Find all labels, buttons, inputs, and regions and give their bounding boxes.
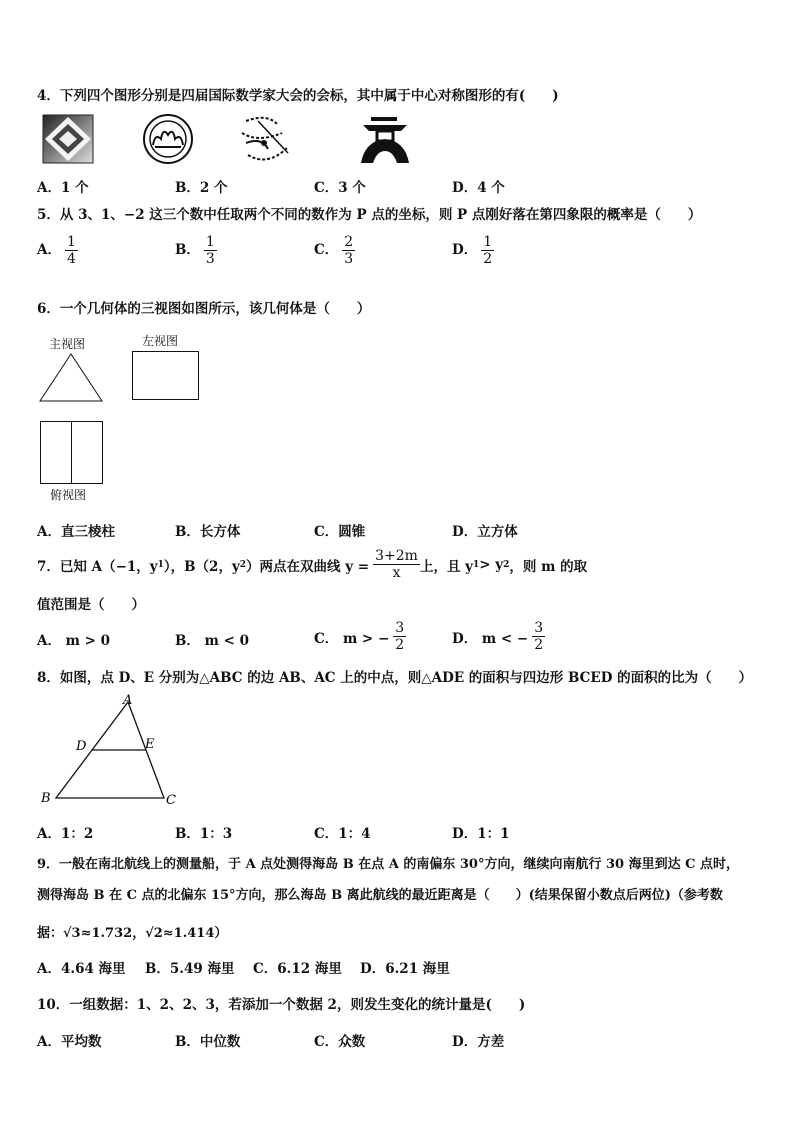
q9-option-d[interactable]: D．6.21 海里 (360, 961, 450, 977)
q10-option-b[interactable]: B．中位数 (175, 1034, 241, 1050)
q5-text: 5．从 3、1、−2 这三个数中任取两个不同的数作为 P 点的坐标，则 P 点刚好落在第四象限的概率是（ ） (37, 207, 702, 223)
q4-option-d[interactable]: D．4 个 (452, 180, 505, 196)
logo-4-icon (357, 115, 413, 165)
q4-option-c[interactable]: C．3 个 (314, 180, 366, 196)
q9-text-line1: 9．一般在南北航线上的测量船，于 A 点处测得海岛 B 在点 A 的南偏东 30°方向，继续向南航行 30 海里到达 C 点时， (37, 857, 740, 872)
logo-3-icon (238, 113, 294, 167)
left-view-label: 左视图 (142, 334, 179, 348)
q10-option-a[interactable]: A．平均数 (37, 1034, 102, 1050)
front-view-label: 主视图 (49, 337, 86, 351)
q5-option-a[interactable]: A． $\frac{1}{4}$ (37, 234, 76, 267)
triangle-abc-figure (38, 690, 188, 812)
label-c: C (166, 793, 176, 808)
front-view-triangle (38, 352, 104, 404)
q10-option-d[interactable]: D．方差 (452, 1034, 505, 1050)
q4-text: 4．下列四个图形分别是四届国际数学家大会的会标，其中属于中心对称图形的有( ) (37, 88, 559, 104)
q8-text: 8．如图，点 D、E 分别为△ABC 的边 AB、AC 上的中点，则△ADE 的面积与四边形 BCED 的面积的比为（ ） (37, 670, 753, 686)
q8-option-a[interactable]: A．1：2 (37, 826, 94, 842)
q8-option-d[interactable]: D．1：1 (452, 826, 510, 842)
q9-option-c[interactable]: C．6.12 海里 (253, 961, 342, 977)
label-d: D (76, 739, 87, 754)
q10-text: 10．一组数据：1、2、2、3，若添加一个数据 2，则发生变化的统计量是( ) (37, 997, 526, 1013)
left-view-rectangle (131, 350, 201, 402)
q7-text-line2: 值范围是（ ） (37, 597, 145, 613)
q4-option-b[interactable]: B．2 个 (175, 180, 228, 196)
q7-option-c[interactable]: C． m > − $\frac{3}{2}$ (314, 620, 405, 653)
q9-option-b[interactable]: B．5.49 海里 (145, 961, 235, 977)
q8-option-b[interactable]: B．1：3 (175, 826, 233, 842)
q5-option-d[interactable]: D． $\frac{1}{2}$ (452, 234, 493, 267)
q10-option-c[interactable]: C．众数 (314, 1034, 366, 1050)
q6-option-a[interactable]: A．直三棱柱 (37, 524, 115, 540)
q6-option-d[interactable]: D．立方体 (452, 524, 518, 540)
q5-option-b[interactable]: B． $\frac{1}{3}$ (175, 234, 215, 267)
q6-option-b[interactable]: B．长方体 (175, 524, 241, 540)
q7-option-a[interactable]: A． m > 0 (37, 633, 111, 649)
q8-option-c[interactable]: C．1：4 (314, 826, 371, 842)
q6-text: 6．一个几何体的三视图如图所示，该几何体是（ ） (37, 301, 371, 317)
q7-text: 7．已知 A（−1，y 1 ），B（2，y 2 ）两点在双曲线 y = $\frac{3+2m}{x}$ 上，且 y 1 > y 2 ，则 m 的取 (37, 548, 588, 581)
q7-option-b[interactable]: B． m < 0 (175, 633, 249, 649)
q7-option-d[interactable]: D． m < − $\frac{3}{2}$ (452, 620, 544, 653)
q5-option-c[interactable]: C． $\frac{2}{3}$ (314, 234, 354, 267)
label-a: A (123, 693, 133, 708)
q7-fraction: $\frac{3+2m}{x}$ (375, 548, 418, 581)
q9-option-a[interactable]: A．4.64 海里 (37, 961, 126, 977)
top-view-rectangle (39, 420, 105, 486)
top-view-label: 俯视图 (50, 488, 87, 502)
q9-text-line3: 据：√3≈1.732，√2≈1.414） (37, 926, 228, 941)
label-b: B (41, 791, 51, 806)
q4-option-a[interactable]: A．1 个 (37, 180, 89, 196)
logo-1-icon (42, 114, 94, 164)
q9-text-line2: 测得海岛 B 在 C 点的北偏东 15°方向，那么海岛 B 离此航线的最近距离是（ ）(结果保留小数点后两位)（参考数 (37, 888, 723, 903)
label-e: E (145, 737, 155, 752)
logo-2-icon (141, 113, 195, 165)
q6-option-c[interactable]: C．圆锥 (314, 524, 366, 540)
